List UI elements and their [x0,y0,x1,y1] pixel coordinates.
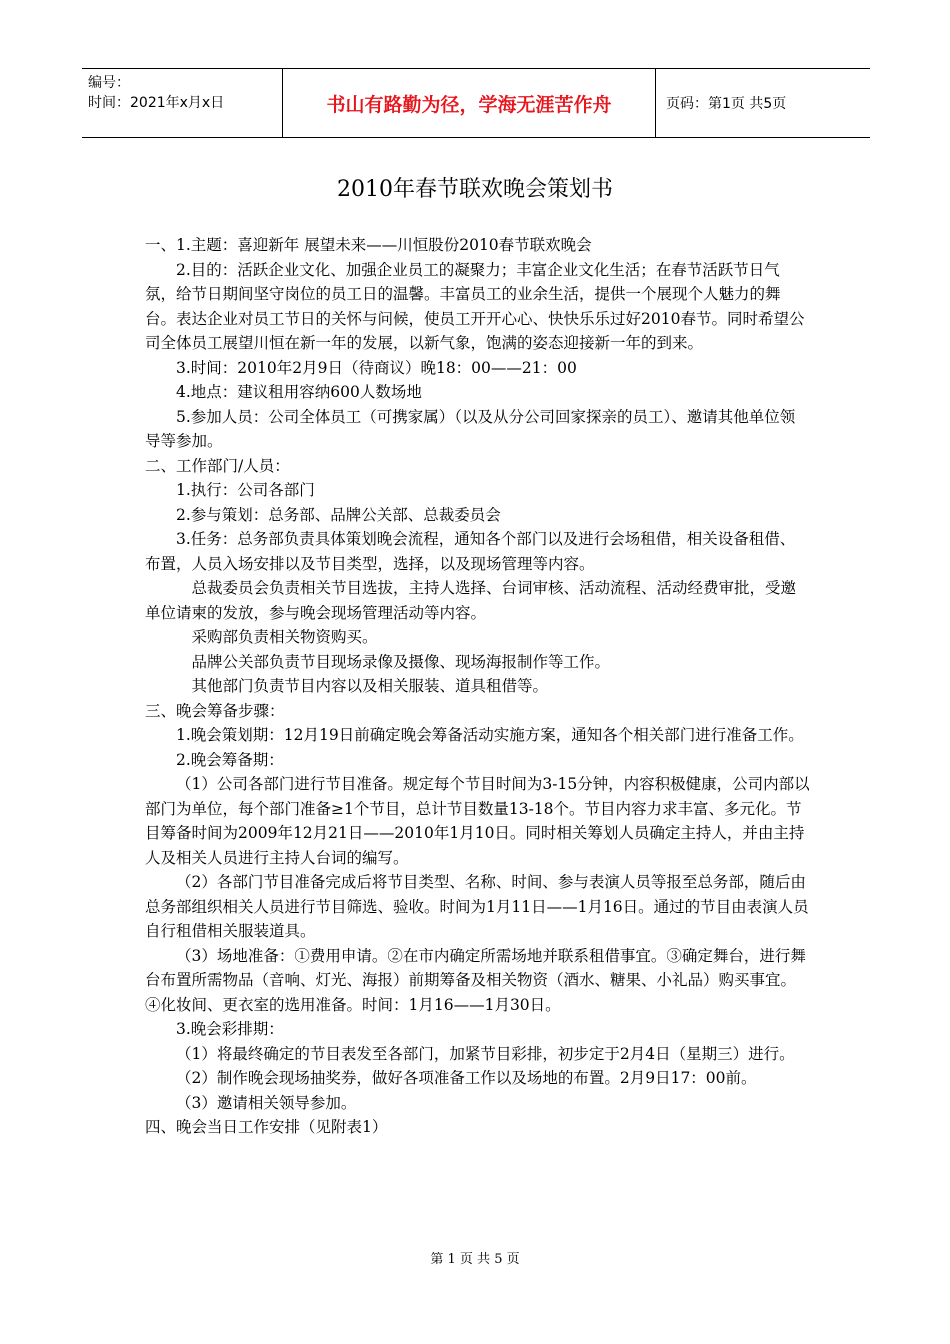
paragraph: 5.参加人员：公司全体员工（可携家属）（以及从分公司回家探亲的员工）、邀请其他单位领导等参加。 [145,407,796,450]
paragraph: 其他部门负责节目内容以及相关服装、道具租借等。 [191,677,549,695]
paragraph: 4.地点：建议租用容纳600人数场地 [176,383,422,401]
paragraph: 1.执行：公司各部门 [176,481,315,499]
paragraph: 品牌公关部负责节目现场录像及摄像、现场海报制作等工作。 [191,652,611,671]
paragraph: （1）将最终确定的节目表发至各部门，加紧节目彩排，初步定于2月4日（星期三）进行。 [176,1044,795,1063]
header-motto: 书山有路勤为径，学海无涯苦作舟 [282,69,656,137]
document-body [145,233,810,1140]
paragraph: 一、1.主题：喜迎新年 展望未来——川恒股份2010春节联欢晚会 [145,236,592,254]
header-page-info: 页码：第1页 共5页 [666,96,787,112]
paragraph: （3）邀请相关领导参加。 [176,1093,357,1112]
document-title: 2010年春节联欢晚会策划书 [337,177,613,202]
section-heading: 四、晚会当日工作安排（见附表1） [145,1118,388,1136]
paragraph: （2）各部门节目准备完成后将节目类型、名称、时间、参与表演人员等报至总务部，随后由总务部组织相关人员进行节目筛选、验收。时间为1月11日——1月16日。通过的节目由表演人员自行租借相关服装道具。 [145,873,809,940]
paragraph: 1.晚会策划期：12月19日前确定晚会筹备活动实施方案，通知各个相关部门进行准备工作。 [176,726,804,744]
paragraph: 2.晚会筹备期： [176,750,284,769]
document-number-label: 编号： [88,75,130,91]
paragraph: （1）公司各部门进行节目准备。规定每个节目时间为3-15分钟，内容积极健康，公司内部以部门为单位，每个部门准备≥1个节目，总计节目数量13-18个。节目内容力求丰富、多元化。节目筹备时间为2009年12月21日——2010年1月10日。同时相关筹划人员确定主持人，并由主持人及相关人员进行主持人台词的编写。 [145,775,810,867]
page-footer: 第 1 页 共 5 页 [430,1252,520,1267]
document-time-label: 时间：2021年x月x日 [88,95,225,111]
paragraph: 2.目的：活跃企业文化、加强企业员工的凝聚力；丰富企业文化生活；在春节活跃节日气氛，给节日期间坚守岗位的员工日的温馨。丰富员工的业余生活，提供一个展现个人魅力的舞台。表达企业对员工节日的关怀与问候，使员工开开心心、快快乐乐过好2010春节。同时希望公司全体员工展望川恒在新一年的发展，以新气象，饱满的姿态迎接新一年的到来。 [145,260,805,352]
paragraph: （3）场地准备：①费用申请。②在市内确定所需场地并联系租借事宜。③确定舞台，进行舞台布置所需物品（音响、灯光、海报）前期筹备及相关物资（酒水、糖果、小礼品）购买事宜。④化妆间、更衣室的选用准备。时间：1月16——1月30日。 [145,946,806,1014]
paragraph: 采购部负责相关物资购买。 [191,628,378,646]
paragraph: 3.时间：2010年2月9日（待商议）晚18：00——21：00 [176,358,577,377]
section-heading: 三、晚会筹备步骤： [145,701,285,720]
paragraph: 2.参与策划：总务部、品牌公关部、总裁委员会 [176,505,501,524]
paragraph: 总裁委员会负责相关节目选拔，主持人选择、台词审核、活动流程、活动经费审批，受邀单位请柬的发放，参与晚会现场管理活动等内容。 [145,579,797,622]
paragraph: 3.晚会彩排期： [176,1020,284,1038]
paragraph: （2）制作晚会现场抽奖券，做好各项准备工作以及场地的布置。2月9日17：00前。 [176,1069,757,1087]
paragraph: 3.任务：总务部负责具体策划晚会流程，通知各个部门以及进行会场租借，相关设备租借、布置，人员入场安排以及节目类型，选择，以及现场管理等内容。 [145,530,796,573]
section-heading: 二、工作部门/人员： [145,456,290,475]
page-header [82,68,870,138]
header-meta [82,69,282,137]
